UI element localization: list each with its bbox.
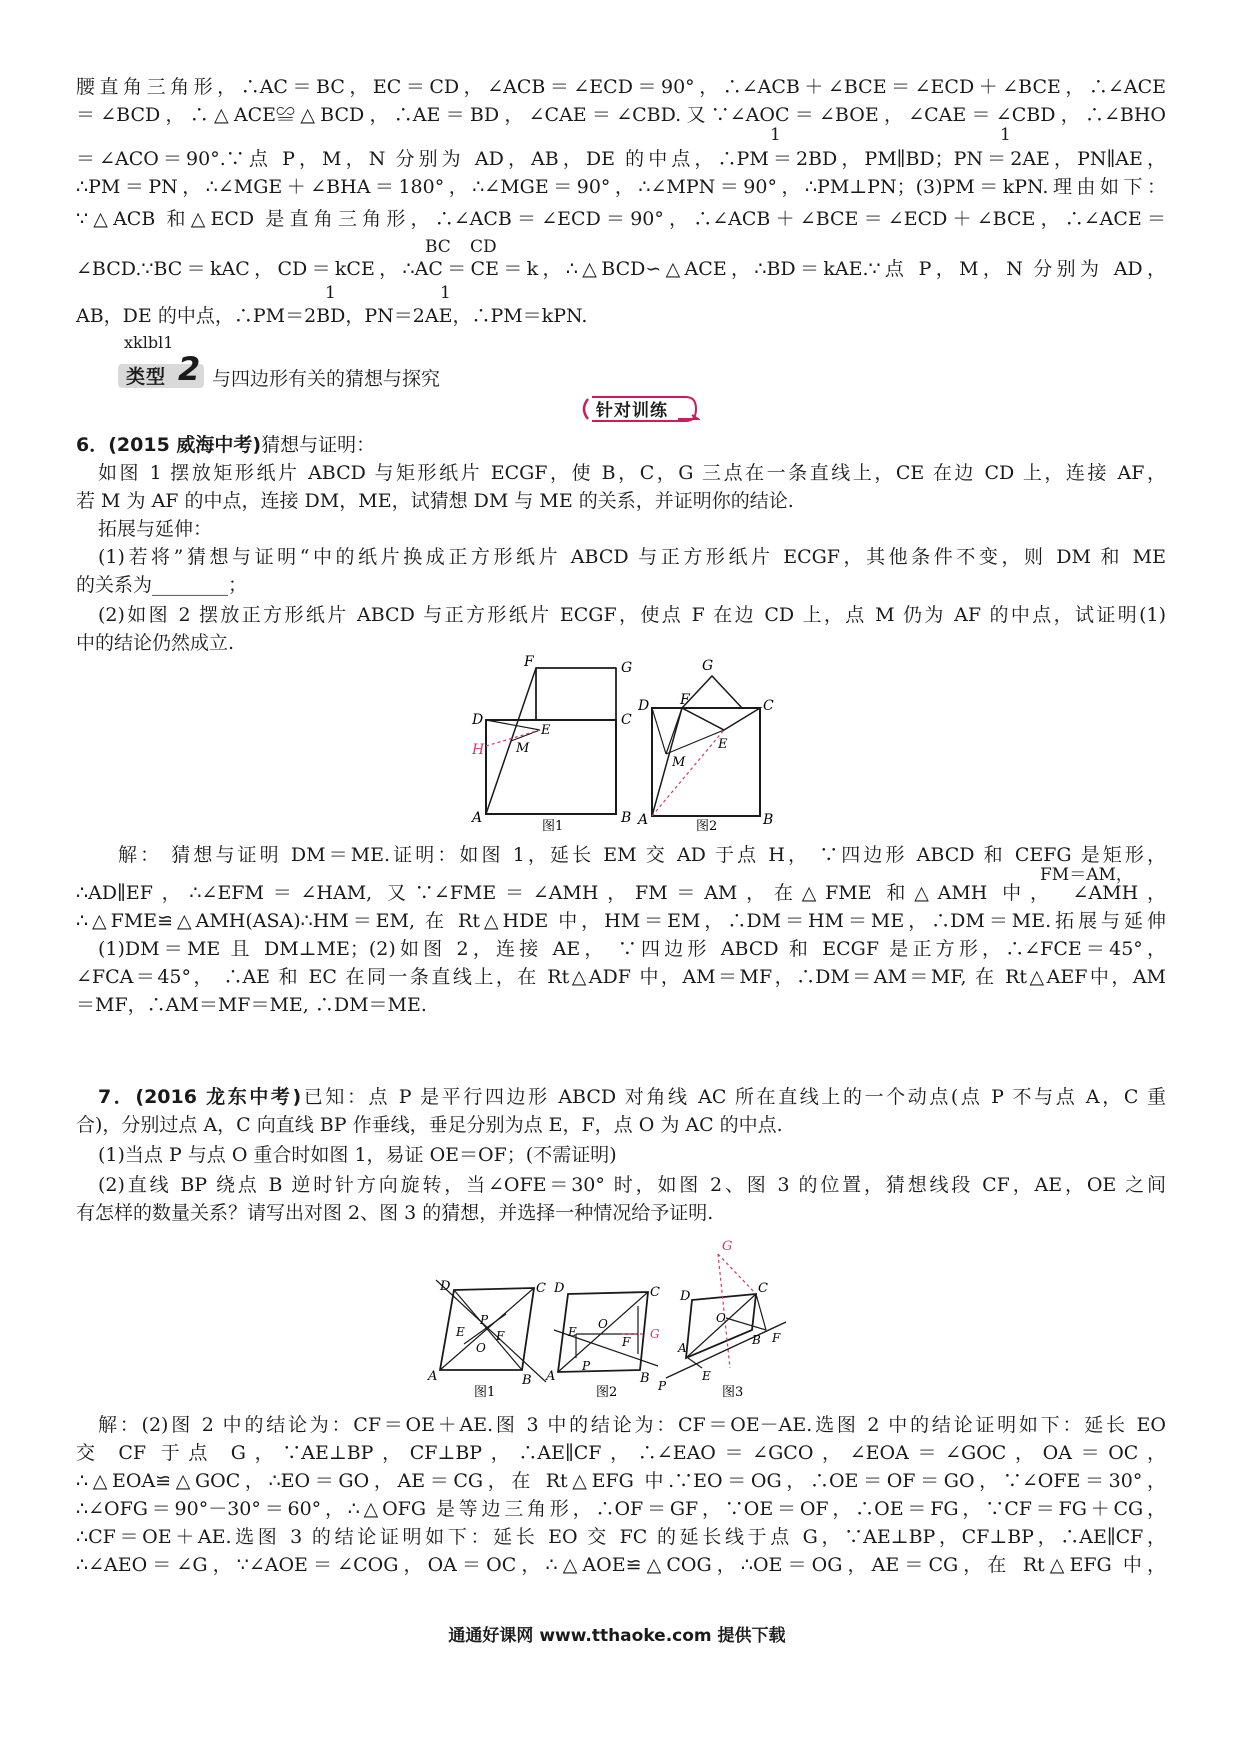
text-line: ∴CF＝OE＋AE.选图 3 的结论证明如下：延长 EO 交 FC 的延长线于点 G，∵AE⊥BP，CF⊥BP，∴AE∥CF， <box>76 1526 1166 1548</box>
svg-text:A: A <box>472 810 483 826</box>
text-line: ∠FCA＝45°， ∴AE 和 EC 在同一条直线上，在 Rt△ADF 中，AM＝MF，∴DM＝AM＝MF, 在 Rt△AEF中，AM <box>76 966 1166 988</box>
svg-text:O: O <box>476 1341 486 1355</box>
problem-7-figures <box>426 1230 858 1400</box>
svg-text:E: E <box>456 1325 465 1339</box>
type-banner-label: 类型 <box>126 366 167 388</box>
svg-text:G: G <box>722 1239 733 1254</box>
svg-text:G: G <box>621 660 633 676</box>
text-line: (1)若将”猜想与证明“中的纸片换成正方形纸片 ABCD 与正方形纸片 ECGF，其他条件不变，则 DM 和 ME <box>98 546 1166 568</box>
svg-text:M: M <box>672 755 686 770</box>
text-line: ∠BCD.∵BC＝kAC，CD＝kCE，∴AC＝CE＝k，∴△BCD∽△ACE，∴BD＝kAE.∵点 P，M，N 分别为 AD， <box>76 258 1166 280</box>
text-line: (1)DM＝ME 且 DM⊥ME；(2)如图 2，连接 AE， ∵四边形 ABCD 和 ECGF 是正方形，∴∠FCE＝45°， <box>98 938 1166 960</box>
svg-text:P: P <box>658 1379 667 1393</box>
text-line: 拓展与延伸： <box>98 518 213 540</box>
text-line: ∵△ACB 和△ECD 是直角三角形，∴∠ACB＝∠ECD＝90°，∴∠ACB＋∠BCE＝∠ECD＋∠BCE，∴∠ACE＝ <box>76 208 1166 230</box>
text-line: 猜想与证明： <box>261 434 376 456</box>
svg-text:F: F <box>622 1335 631 1349</box>
text-line: 合)，分别过点 A，C 向直线 BP 作垂线，垂足分别为点 E，F，点 O 为 AC 的中点. <box>76 1114 783 1136</box>
text-line: 中的结论仍然成立. <box>76 632 235 654</box>
svg-text:B: B <box>621 810 632 826</box>
svg-text:C: C <box>650 1285 660 1300</box>
svg-text:D: D <box>680 1289 691 1304</box>
fraction-numerator: CD <box>470 237 497 257</box>
text-line: 解：(2)图 2 中的结论为：CF＝OE＋AE.图 3 中的结论为：CF＝OE－AE.选图 2 中的结论证明如下：延长 EO <box>98 1414 1166 1436</box>
type-banner-title: 与四边形有关的猜想与探究 <box>212 368 441 390</box>
svg-text:A: A <box>638 812 649 828</box>
svg-text:H: H <box>472 742 485 758</box>
text-line: (2)直线 BP 绕点 B 逆时针方向旋转，当∠OFE＝30° 时，如图 2、图 3 的位置，猜想线段 CF，AE，OE 之间 <box>98 1174 1166 1196</box>
problem-7-head: 7．(2016 龙东中考) <box>98 1086 302 1108</box>
problem-6-figures <box>466 652 796 832</box>
text-line: 有怎样的数量关系？请写出对图 2、图 3 的猜想，并选择一种情况给予证明. <box>76 1202 714 1224</box>
svg-text:B: B <box>763 812 774 828</box>
fraction-numerator: 1 <box>1000 125 1011 145</box>
figure-2 <box>545 1281 660 1400</box>
svg-text:B: B <box>640 1371 650 1386</box>
svg-text:F: F <box>680 692 690 708</box>
fraction-numerator: 1 <box>325 283 336 303</box>
problem-7-first-line <box>98 1084 1166 1110</box>
watermark-text: xklbl1 <box>124 333 174 352</box>
svg-text:D: D <box>638 698 650 714</box>
svg-text:C: C <box>621 712 632 728</box>
svg-text:M: M <box>516 741 530 756</box>
fraction-numerator: 1 <box>770 125 781 145</box>
type-banner-number: 2 <box>178 350 201 388</box>
svg-text:G: G <box>702 658 714 674</box>
text-line: ＝∠BCD，∴△ACE≌△BCD，∴AE＝BD，∠CAE＝∠CBD.又∵∠AOC＝∠BOE，∠CAE＝∠CBD，∴∠BHO <box>76 104 1166 126</box>
figure-1-caption: 图1 <box>474 1385 496 1400</box>
text-line: 解： 猜想与证明 DM＝ME.证明：如图 1，延长 EM 交 AD 于点 H， ∵四边形 ABCD 和 CEFG 是矩形， <box>118 844 1166 866</box>
svg-text:E: E <box>702 1369 711 1383</box>
text-line: ∴AD∥EF，∴∠EFM＝∠HAM, 又∵∠FME＝∠AMH，FM＝AM，在△FME 和△AMH 中， ∠AMH， <box>76 882 1166 904</box>
svg-text:C: C <box>536 1281 546 1296</box>
problem-6-head: 6．(2015 威海中考) <box>76 434 262 456</box>
svg-text:F: F <box>772 1331 781 1345</box>
text-line: 的关系为________； <box>76 574 248 596</box>
svg-text:D: D <box>440 1279 451 1294</box>
svg-text:E: E <box>568 1325 577 1339</box>
figure-1-caption: 图1 <box>542 819 564 832</box>
figure-2-caption: 图2 <box>696 819 718 832</box>
svg-text:O: O <box>716 1311 726 1325</box>
text-line: 已知：点 P 是平行四边形 ABCD 对角线 AC 所在直线上的一个动点(点 P 不与点 A，C 重 <box>301 1086 1166 1108</box>
svg-text:E: E <box>718 737 728 752</box>
fraction-numerator: 1 <box>440 283 451 303</box>
text-line: (2)如图 2 摆放正方形纸片 ABCD 与正方形纸片 ECGF，使点 F 在边 CD 上，点 M 仍为 AF 的中点，试证明(1) <box>98 604 1166 626</box>
fme-label: FM＝AM， <box>1040 865 1133 885</box>
training-badge-label: 针对训练 <box>596 401 668 421</box>
svg-text:F: F <box>524 654 534 670</box>
text-line: 腰直角三角形，∴AC＝BC，EC＝CD，∠ACB＝∠ECD＝90°，∴∠ACB＋∠BCE＝∠ECD＋∠BCE，∴∠ACE <box>76 76 1166 98</box>
figure-1 <box>470 654 632 832</box>
text-line: ∴∠AEO＝∠G，∵∠AOE＝∠COG，OA＝OC，∴△AOE≌△COG，∴OE＝OG，AE＝CG，在 Rt△EFG 中， <box>76 1554 1166 1576</box>
text-line: ＝∠ACO＝90°.∵点 P，M，N 分别为 AD，AB，DE 的中点，∴PM＝2BD，PM∥BD；PN＝2AE，PN∥AE， <box>76 148 1166 170</box>
svg-text:B: B <box>522 1373 532 1388</box>
figure-3-caption: 图3 <box>722 1385 744 1400</box>
text-line: 如图 1 摆放矩形纸片 ABCD 与矩形纸片 ECGF，使 B，C，G 三点在一条直线上，CE 在边 CD 上，连接 AF， <box>98 462 1166 484</box>
figure-1 <box>427 1279 546 1400</box>
svg-text:O: O <box>598 1317 608 1331</box>
figure-2-caption: 图2 <box>596 1385 618 1400</box>
svg-text:D: D <box>472 712 484 728</box>
text-line: ∴∠OFG＝90°－30°＝60°，∴△OFG 是等边三角形，∴OF＝GF，∵OE＝OF，∴OE＝FG，∵CF＝FG＋CG， <box>76 1498 1166 1520</box>
text-line: 若 M 为 AF 的中点，连接 DM，ME，试猜想 DM 与 ME 的关系，并证明你的结论. <box>76 490 794 512</box>
svg-text:P: P <box>582 1359 591 1373</box>
text-line: ∴△FME≌△AMH(ASA)∴HM＝EM, 在 Rt△HDE 中，HM＝EM，∴DM＝HM＝ME，∴DM＝ME.拓展与延伸 <box>76 910 1166 932</box>
svg-text:B: B <box>752 1333 761 1347</box>
svg-text:A: A <box>678 1341 687 1355</box>
problem-6-first-line <box>76 432 1166 458</box>
svg-text:A: A <box>546 1369 556 1384</box>
svg-text:D: D <box>554 1281 565 1296</box>
svg-text:G: G <box>650 1327 660 1341</box>
footer-credit: 通通好课网 www.tthaoke.com 提供下载 <box>448 1626 786 1646</box>
text-line: ∴△EOA≌△GOC，∴EO＝GO，AE＝CG，在 Rt△EFG 中.∵EO＝OG，∴OE＝OF＝GO，∵∠OFE＝30°， <box>76 1470 1166 1492</box>
text-line: AB，DE 的中点，∴PM＝2BD，PN＝2AE，∴PM＝kPN. <box>76 305 588 327</box>
text-line: 交 CF 于点 G，∵AE⊥BP，CF⊥BP，∴AE∥CF，∴∠EAO＝∠GCO，∠EOA＝∠GOC，OA＝OC， <box>76 1442 1166 1464</box>
svg-text:A: A <box>428 1369 438 1384</box>
svg-text:P: P <box>480 1313 489 1327</box>
text-line: (1)当点 P 与点 O 重合时如图 1，易证 OE＝OF；(不需证明) <box>98 1144 617 1166</box>
svg-text:C: C <box>763 698 774 714</box>
figure-2 <box>636 658 774 832</box>
figure-3 <box>657 1230 786 1400</box>
svg-text:C: C <box>758 1281 768 1296</box>
svg-text:F: F <box>496 1329 505 1343</box>
text-line: ＝MF，∴AM＝MF＝ME, ∴DM＝ME. <box>76 994 427 1016</box>
text-line: ∴PM＝PN，∴∠MGE＋∠BHA＝180°，∴∠MGE＝90°，∴∠MPN＝90°，∴PM⊥PN；(3)PM＝kPN.理由如下： <box>76 176 1166 198</box>
fraction-numerator: BC <box>425 237 451 257</box>
svg-text:E: E <box>541 723 551 738</box>
